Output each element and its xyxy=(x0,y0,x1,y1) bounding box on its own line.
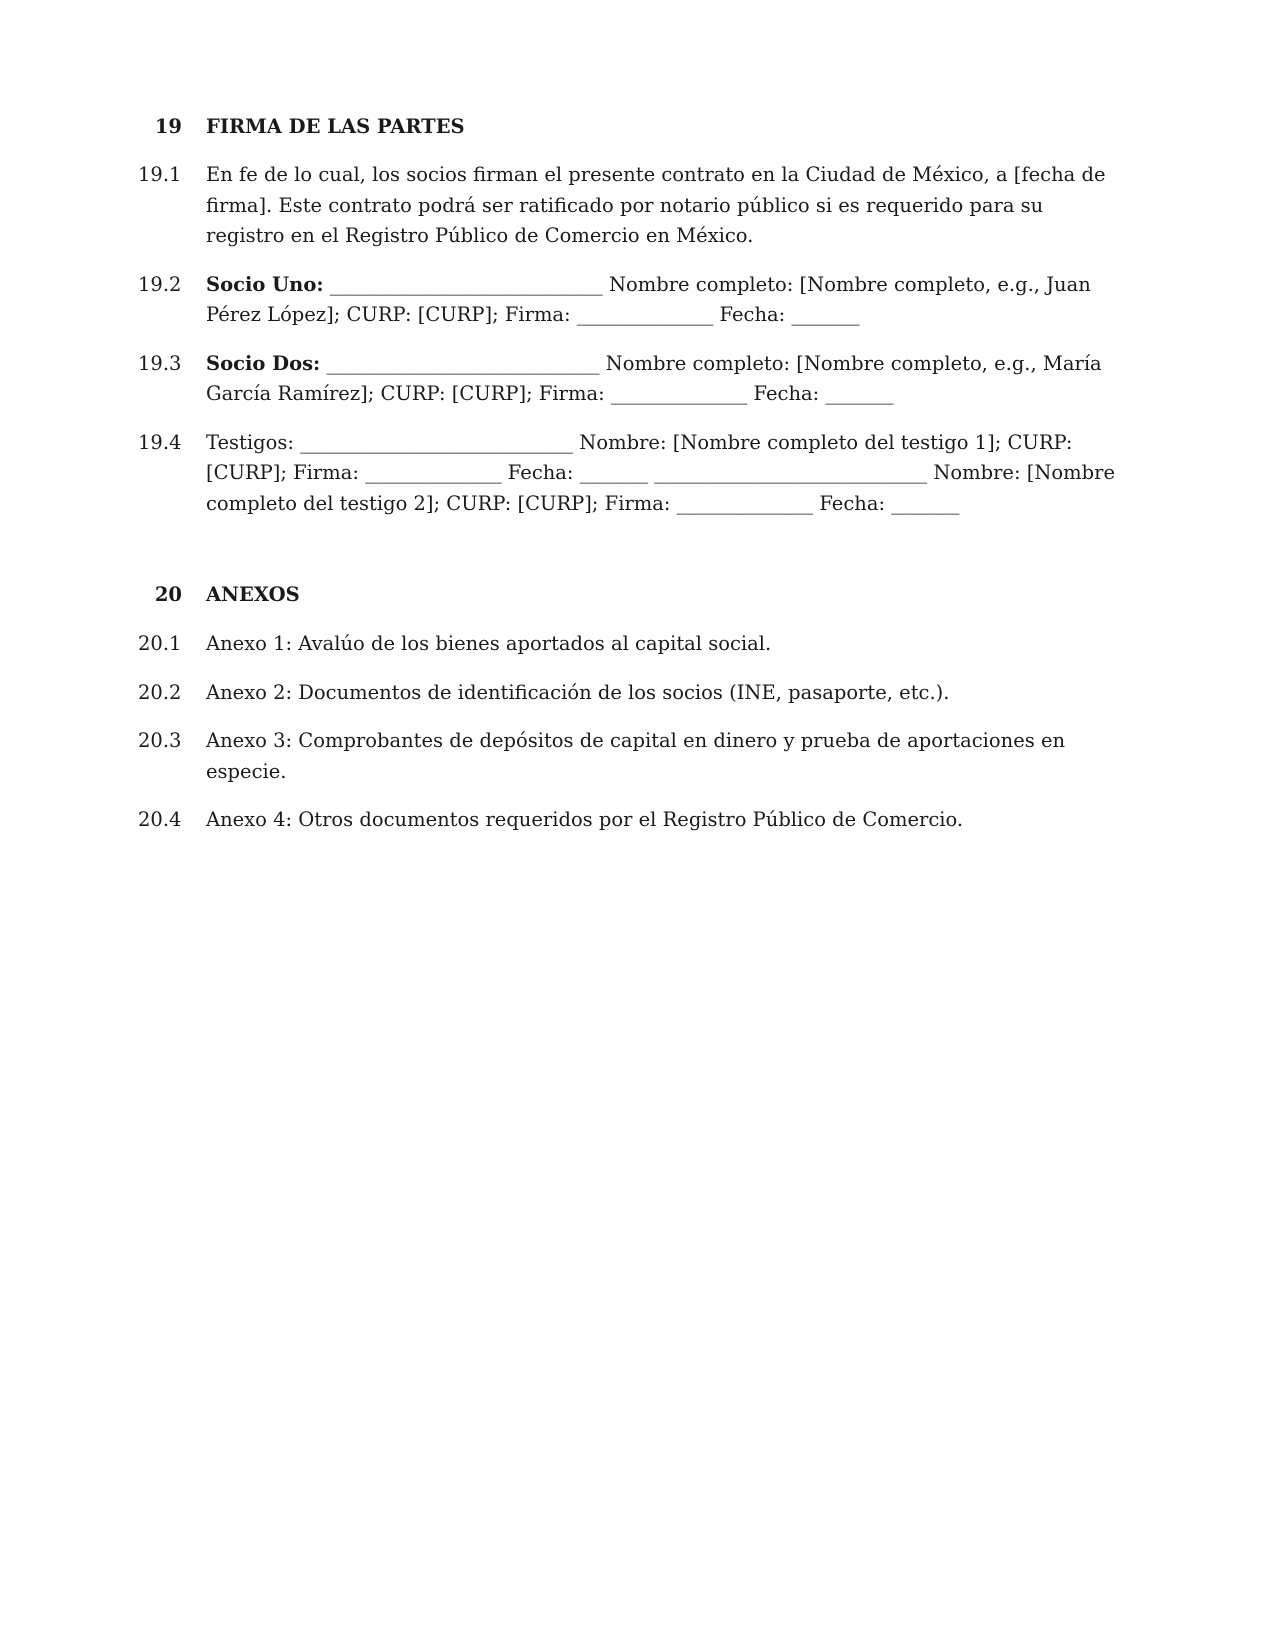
clause-number: 19.2 xyxy=(138,272,182,296)
annex-20-3 xyxy=(138,726,1118,787)
annex-20-1 xyxy=(138,629,1118,660)
clause-number: 19.4 xyxy=(138,430,182,454)
section-heading xyxy=(138,580,1118,610)
annex-20-4 xyxy=(138,805,1118,836)
clause-number: 19.1 xyxy=(138,163,182,186)
clause-text xyxy=(206,428,1116,520)
clause-body: ____________________________ Nombre completo: [Nombre completo, e.g., María García Ramírez]; CURP: [CURP]; Firma: ______________ Fecha: _______ xyxy=(206,351,1102,405)
clause-body: ____________________________ Nombre completo: [Nombre completo, e.g., Juan Pérez López]; CURP: [CURP]; Firma: ______________ Fecha: _______ xyxy=(206,272,1091,326)
clause-19-4 xyxy=(138,428,1118,520)
section-anexos xyxy=(138,580,1118,836)
clause-19-3 xyxy=(138,349,1118,410)
clause-text xyxy=(206,270,1116,331)
section-number: 20 xyxy=(154,583,182,606)
clause-19-1 xyxy=(138,160,1118,252)
section-title: ANEXOS xyxy=(206,583,300,606)
clause-lead: Socio Dos: xyxy=(206,351,321,375)
clause-number: 20.1 xyxy=(138,632,182,655)
clause-text: Anexo 2: Documentos de identificación de los socios (INE, pasaporte, etc.). xyxy=(206,680,950,704)
clause-text: Anexo 3: Comprobantes de depósitos de capital en dinero y prueba de aportaciones en especie. xyxy=(206,729,1066,783)
clause-text xyxy=(206,160,1116,252)
clause-body: Testigos: ____________________________ Nombre: [Nombre completo del testigo 1]; CURP: [CURP]; Firma: ______________ Fecha: _______ ____________________________ Nombre: [Nombre completo del testigo 2]; CURP: [CURP]; Firma: ______________ Fecha: _______ xyxy=(206,430,1115,515)
clause-number: 20.3 xyxy=(138,729,182,752)
clause-text: Anexo 4: Otros documentos requeridos por el Registro Público de Comercio. xyxy=(206,808,964,831)
clause-text: Anexo 1: Avalúo de los bienes aportados al capital social. xyxy=(206,632,772,655)
section-number: 19 xyxy=(154,115,182,138)
section-heading xyxy=(138,112,1118,142)
clause-number: 20.2 xyxy=(138,680,182,704)
clause-text xyxy=(206,349,1116,410)
clause-number: 19.3 xyxy=(138,351,182,375)
clause-body: En fe de lo cual, los socios firman el presente contrato en la Ciudad de México, a [fecha de firma]. Este contrato podrá ser ratificado por notario público si es requerido para su registro en el Registro Público de Comercio en México. xyxy=(206,163,1106,247)
section-firma-de-las-partes xyxy=(138,112,1118,519)
section-title: FIRMA DE LAS PARTES xyxy=(206,115,465,138)
clause-19-2 xyxy=(138,270,1118,331)
clause-number: 20.4 xyxy=(138,808,182,831)
clause-lead: Socio Uno: xyxy=(206,272,324,296)
annex-20-2 xyxy=(138,678,1118,709)
